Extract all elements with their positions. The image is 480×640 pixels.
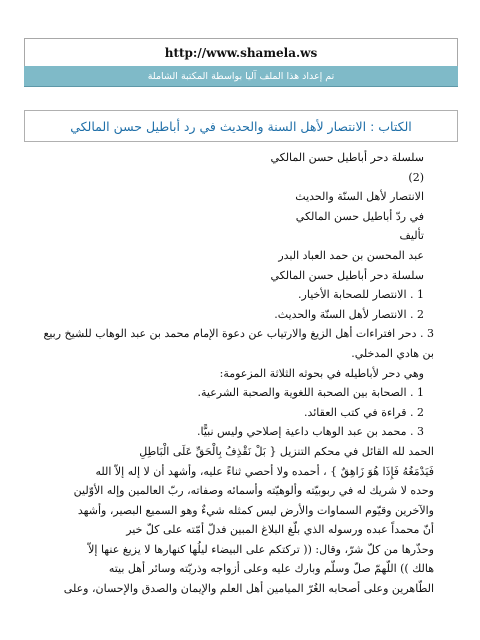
text-line: سلسلة دحر أباطيل حسن المالكي	[270, 151, 424, 164]
text-line: عبد المحسن بن حمد العباد البدر	[278, 248, 424, 262]
paragraph-line: وحذّرها من كلّ شرّ، وقال: (( تركتكم على البيضاء ليلُها كنهارها لا يزيغ عنها إلاّ	[88, 542, 434, 556]
list-item: 2 . قراءة في كتب العقائد.	[303, 405, 424, 419]
text-line: في ردّ أباطيل حسن المالكي	[295, 209, 424, 223]
text-line: بن هادي المدخلي.	[351, 346, 434, 360]
site-url-box	[24, 38, 458, 68]
list-item: 2 . الانتصار لأهل السنّة والحديث.	[274, 307, 424, 321]
paragraph-line: أنّ محمداً عبده ورسوله الذي بلّغ البلاغ المبين فدلّ أمّته على كلّ خير	[126, 523, 434, 537]
banner-text: تم إعداد هذا الملف آليا بواسطة المكتبة الشاملة	[147, 70, 335, 82]
text-line: الانتصار لأهل السنّة والحديث	[295, 190, 424, 204]
text-line: سلسلة دحر أباطيل حسن المالكي	[270, 268, 424, 282]
book-title: الكتاب : الانتصار لأهل السنة والحديث في رد أباطيل حسن المالكي	[70, 118, 412, 134]
list-item: 3 . دحر افتراءات أهل الزيغ والارتياب عن دعوة الإمام محمد بن عبد الوهاب للشيخ ربيع	[43, 327, 434, 341]
text-line: تأليف	[399, 229, 424, 243]
paragraph-line: هالك )) اللّهمّ صلّ وسلّم وبارك عليه وعلى أزواجه وذريّته وسائر أهل بيته	[108, 562, 434, 576]
shamela-banner	[24, 66, 458, 87]
document-body	[40, 148, 434, 599]
text-line: وهي دحر لأباطيله في بحوثه الثلاثة المزعومة:	[219, 366, 424, 380]
paragraph-line: وحده لا شريك له في ربوبيّته وألوهيّته وأسمائه وصفاته، ربّ العالمين وإله الأوّلين	[73, 484, 434, 498]
paragraph-line: فَيَدْمَغُهُ فَإِذَا هُوَ زَاهِقٌ } ، أحمده ولا أحصي ثناءً عليه، وأشهد أن لا إله إلاّ الله	[95, 464, 434, 478]
list-item: 3 . محمد بن عبد الوهاب داعية إصلاحي وليس نبيًّا.	[197, 425, 424, 439]
paragraph-line: والآخرين وقيّوم السماوات والأرض ليس كمثله شيءٌ وهو السميع البصير، وأشهد	[77, 503, 434, 517]
site-url[interactable]: http://www.shamela.ws	[164, 46, 318, 60]
text-line: (2)	[408, 170, 424, 184]
book-title-box	[24, 110, 458, 142]
paragraph-line: الطّاهرين وعلى أصحابه الغُرّ الميامين أهل العلم والإيمان والصدق والإحسان، وعلى	[63, 582, 434, 596]
list-item: 1 . الانتصار للصحابة الأخيار.	[298, 288, 424, 302]
paragraph-line: الحمد لله القائل في محكم التنزيل { بَلْ نَقْذِفُ بِالْحَقِّ عَلَى الْبَاطِلِ	[139, 444, 434, 458]
list-item: 1 . الصحابة بين الصحبة اللغوية والصحبة الشرعية.	[197, 386, 424, 400]
